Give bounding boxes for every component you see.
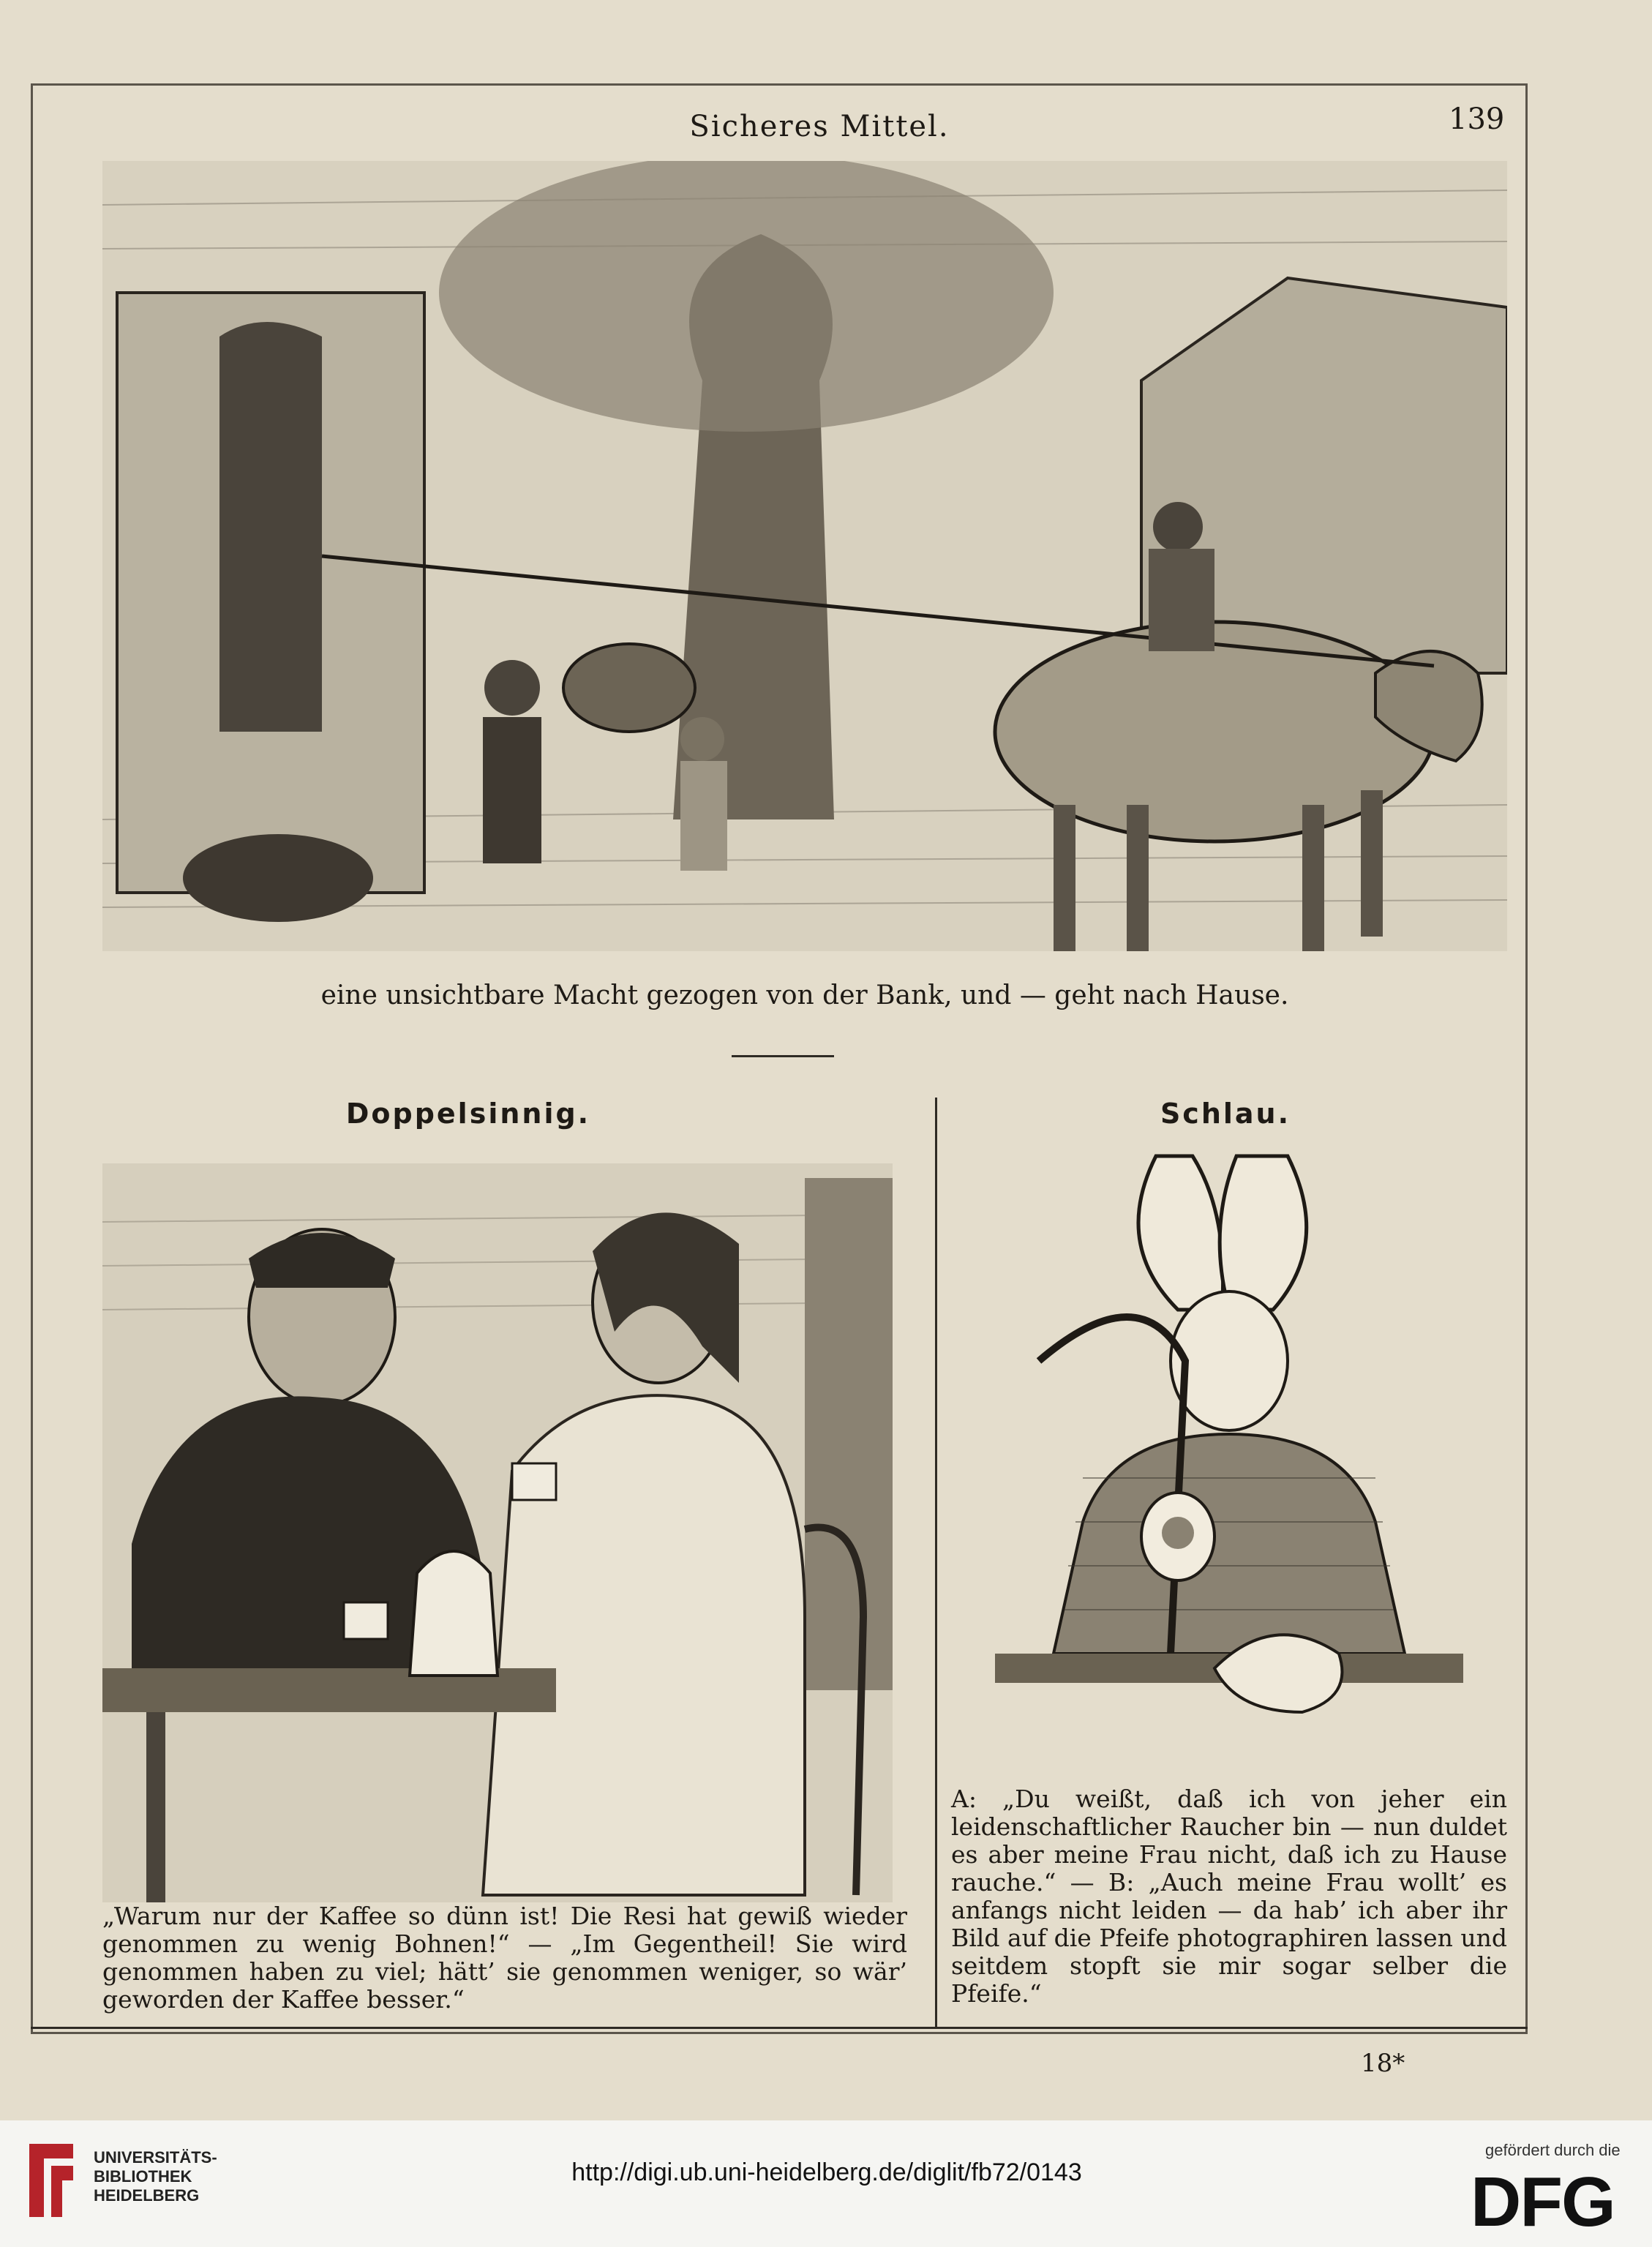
library-name	[94, 2148, 217, 2205]
column-divider	[935, 1098, 937, 2027]
top-illustration	[102, 161, 1507, 951]
library-name-line: UNIVERSITÄTS-	[94, 2148, 217, 2167]
library-name-line: BIBLIOTHEK	[94, 2167, 192, 2186]
right-cartoon-title: Schlau.	[1160, 1098, 1291, 1130]
permalink-url[interactable]: http://digi.ub.uni-heidelberg.de/diglit/fb72/0143	[571, 2158, 1082, 2186]
funding-note: gefördert durch die	[1485, 2141, 1621, 2159]
ub-heidelberg-logo-icon[interactable]	[15, 2137, 85, 2224]
dfg-logo[interactable]: DFG	[1471, 2163, 1615, 2241]
right-illustration	[995, 1141, 1463, 1785]
page-number: 139	[1449, 102, 1505, 136]
top-caption: eine unsichtbare Macht gezogen von der Bank, und — geht nach Hause.	[320, 980, 1289, 1010]
page-title: Sicheres Mittel.	[689, 110, 950, 143]
right-cartoon-text: A: „Du weißt, daß ich von jeher ein leidenschaftlicher Raucher bin — nun duldet es aber meine Frau nicht, daß ich zu Hause rauche.“ — B: „Auch meine Frau wollt’ es anfangs nicht leiden — da hab’ ich aber ihr Bild auf die Pfeife photographiren lassen und seitdem stopft sie mir sogar selber die Pfeife.“	[951, 1785, 1507, 2008]
library-name-line: HEIDELBERG	[94, 2186, 200, 2205]
left-illustration	[102, 1163, 893, 1902]
section-divider	[732, 1055, 834, 1057]
left-cartoon-title: Doppelsinnig.	[345, 1098, 591, 1130]
bottom-rule	[31, 2027, 1528, 2029]
sheet-signature: 18*	[1361, 2049, 1405, 2078]
left-cartoon-text: „Warum nur der Kaffee so dünn ist! Die Resi hat gewiß wieder genommen zu wenig Bohnen!“ — „Im Gegentheil! Sie wird genommen haben zu viel; hätt’ sie genommen weniger, so wär’ geworden der Kaffee besser.“	[102, 1902, 907, 2014]
